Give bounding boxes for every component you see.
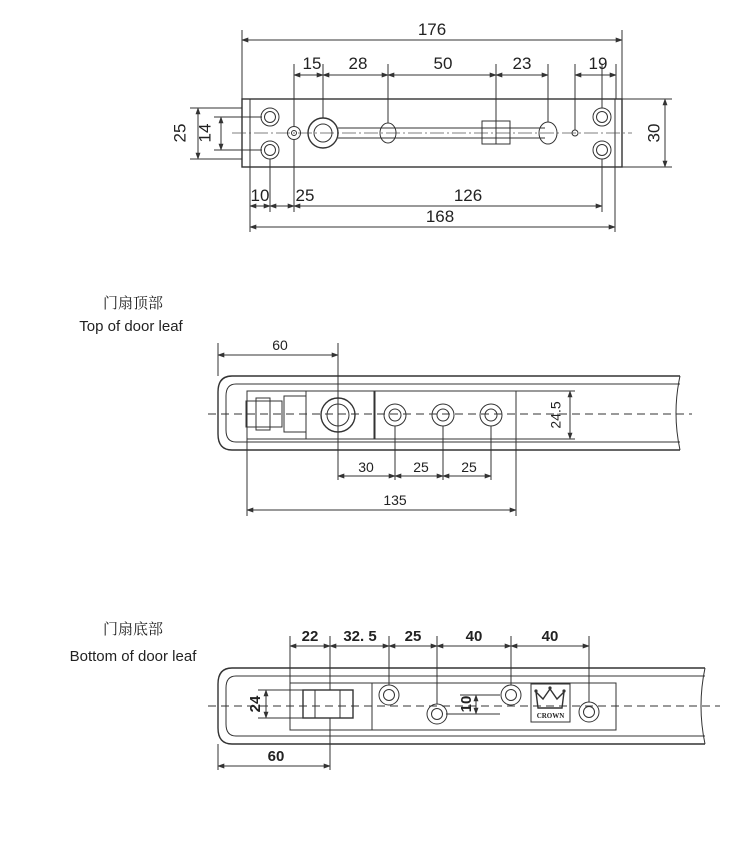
top-caption-en: Top of door leaf [79, 318, 183, 335]
top-dim-25-a: 25 [413, 459, 429, 475]
bottom-screw-holes [379, 685, 599, 724]
bottom-dim-32-5: 32. 5 [343, 628, 377, 645]
plate-dim-23: 23 [512, 54, 532, 73]
plate-view [170, 20, 672, 232]
top-dim-24-5: 24.5 [547, 401, 564, 429]
bottom-dim-22: 22 [301, 628, 319, 645]
plate-dim-25-bottom: 25 [295, 186, 315, 205]
top-dim-135: 135 [383, 492, 407, 508]
bottom-caption-cn: 门扇底部 [102, 621, 164, 638]
plate-dim-15: 15 [302, 54, 322, 73]
crown-logo-text: CROWN [536, 712, 565, 720]
plate-dim-168: 168 [425, 207, 455, 226]
bottom-view [70, 620, 720, 770]
bottom-dim-10: 10 [457, 695, 475, 713]
bottom-dim-40-a: 40 [465, 628, 483, 645]
plate-dim-50: 50 [433, 54, 453, 73]
bottom-caption-en: Bottom of door leaf [69, 648, 197, 665]
bottom-dim-24: 24 [246, 695, 264, 713]
bottom-dim-60: 60 [267, 748, 285, 765]
top-caption-cn: 门扇顶部 [102, 295, 164, 312]
bottom-dim-40-b: 40 [541, 628, 559, 645]
plate-dim-30-right: 30 [644, 123, 664, 143]
plate-dim-total-length: 176 [417, 20, 447, 39]
top-dim-30: 30 [358, 459, 374, 475]
top-view [79, 295, 692, 516]
plate-holes [261, 108, 611, 159]
top-dim-60: 60 [272, 337, 288, 353]
bottom-slot [303, 690, 353, 718]
top-dim-25-b: 25 [461, 459, 477, 475]
plate-dim-14-left: 14 [195, 123, 215, 143]
plate-dim-25-left: 25 [170, 123, 190, 143]
plate-dim-10: 10 [250, 186, 270, 205]
top-screw-holes [384, 404, 502, 426]
top-pivot-assembly [246, 391, 374, 439]
crown-logo-icon [531, 684, 570, 722]
bottom-dim-25: 25 [404, 628, 422, 645]
plate-dim-28: 28 [348, 54, 368, 73]
plate-dim-126: 126 [453, 186, 483, 205]
plate-dim-19: 19 [588, 54, 608, 73]
